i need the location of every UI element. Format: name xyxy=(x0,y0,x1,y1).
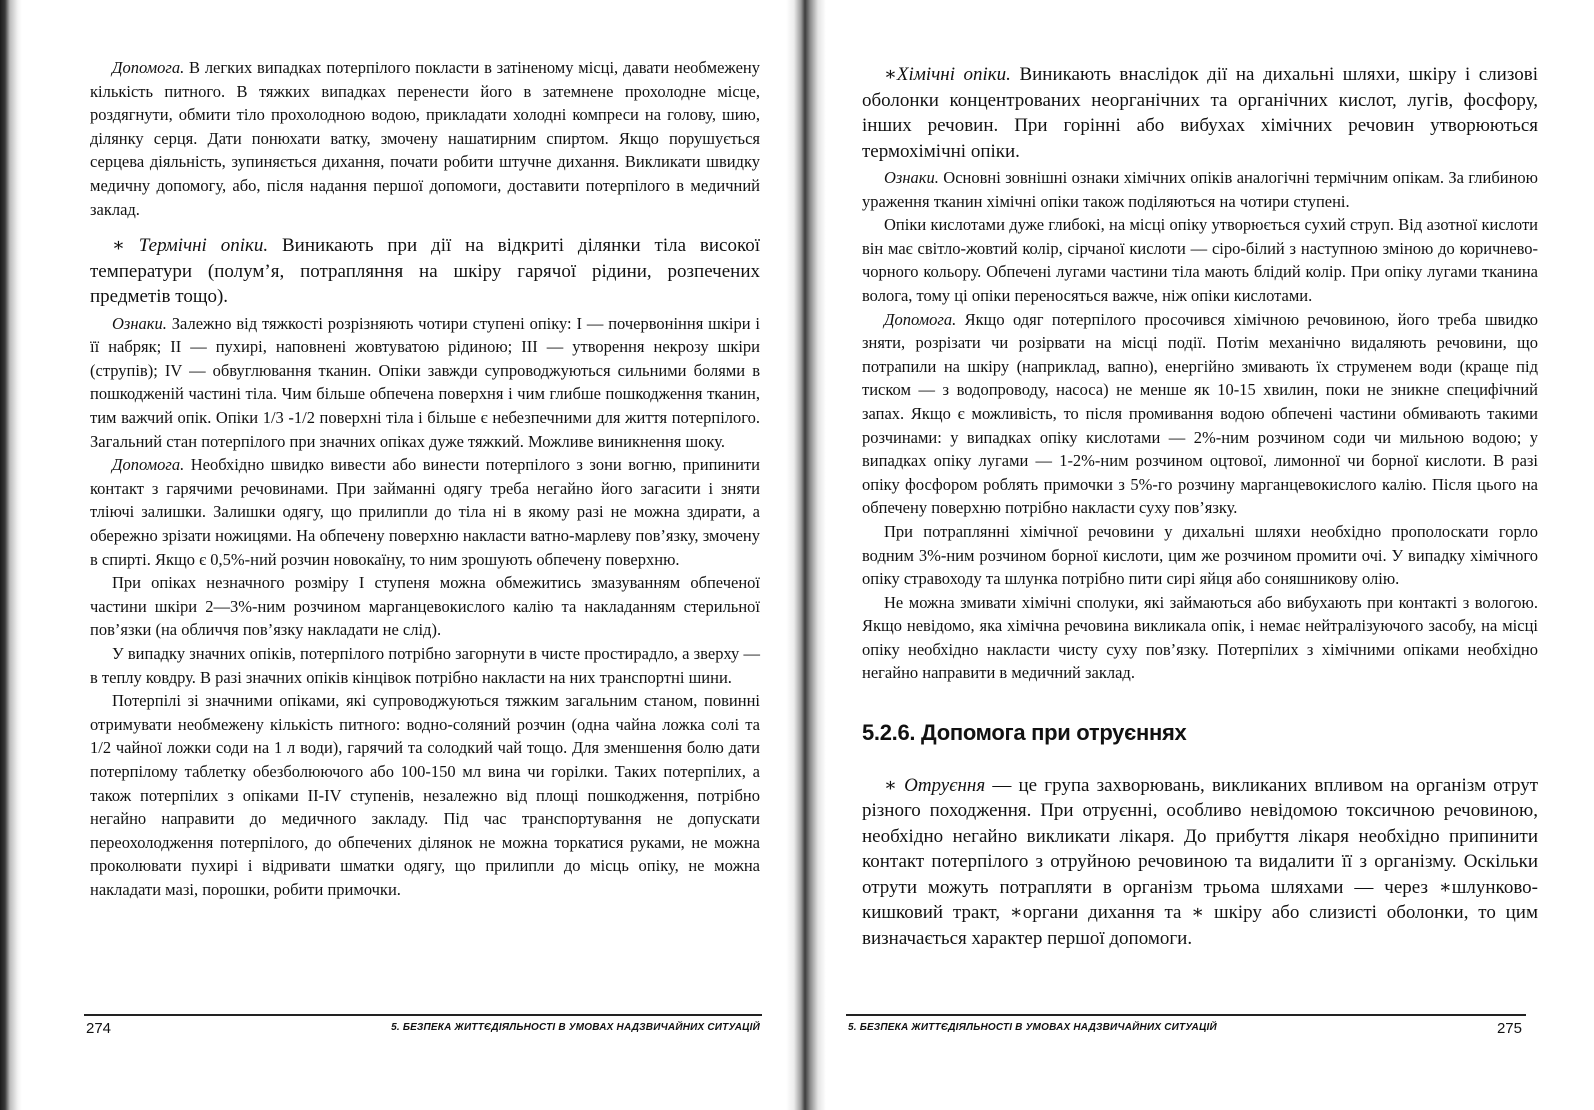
book-edge-shadow xyxy=(0,0,22,1110)
left-page xyxy=(90,56,760,902)
acid-burns-paragraph: Опіки кислотами дуже глибокі, на місці опіку утворюється сухий струп. Від азотної кислоти він має світло-жовтий колір, сірчаної кислоти — сіро-білий з наступною зміною до коричнево-чорного кольору. Обпечені лугами частини тіла мають блідий колір. При опіку лугами тканина волога, тому ці опіки переносяться важче, ніж опіки кислотами. xyxy=(862,215,1538,305)
chemical-burns-term: Хімічні опіки. xyxy=(896,64,1011,85)
left-page-footer xyxy=(84,1014,762,1046)
page-number: 274 xyxy=(86,1020,112,1037)
thermal-burns-paragraph xyxy=(90,233,760,310)
signs-label: Ознаки. xyxy=(884,168,939,187)
signs-label: Ознаки. xyxy=(112,313,167,333)
page-number: 275 xyxy=(1496,1020,1522,1037)
thermal-signs-paragraph xyxy=(90,312,760,454)
book-gutter-shadow xyxy=(786,0,826,1110)
help-text: В легких випадках потерпілого покласти в затіненому місці, давати необмежену кількість питного. В тяжких випадках перенести його в затемнене прохолодне місце, роздягнути, обмити тіло прохолодною водою, прикладати холодні компреси на голову, шию, ділянку серця. Дати понюхати ватку, змочену нашатирним спиртом. Якщо порушується серцева діяльність, зупиняється дихання, почати робити штучне дихання. Викликати швидку медичну допомогу, або, після надання першої допомоги, доставити потерпілого в медичний заклад. xyxy=(90,58,760,219)
help-text: Необхідно швидко вивести або винести потерпілого з зони вогню, припинити контакт з гарячими речовинами. При займанні одягу треба негайно його загасити і зняти тліючі залишки. Залишки одягу, що прилипли до тіла ні в якому разі не можна здирати, а обережно зрізати ножицями. На обпечену поверхню накласти ватно-марлеву пов’язку, змочену в спирті. Якщо є 0,5%-ний розчин новокаїну, то ним зрошують обпечену поверхню. xyxy=(90,455,760,569)
right-page xyxy=(862,56,1538,953)
help-label: Допомога. xyxy=(112,455,185,475)
thermal-help-paragraph xyxy=(90,453,760,571)
poisoning-term: Отруєння xyxy=(904,774,986,796)
chemical-help-paragraph xyxy=(862,308,1538,520)
help-text: Якщо одяг потерпілого просочився хімічною речовиною, його треба швидко зняти, розрізати чи розірвати на місці події. Потім механічно видаляють речовини, що потрапили на шкіру (наприклад, вапно), енергійно змивають їх струменем води (краще під тиском — з водопроводу, насоса) не менше як 10-15 хвилин, поки не зникне специфічний запах. Якщо є можливість, то після промивання водою обпечені частини обмивають такими розчинами: у випадках опіку кислотами — 2%-ним розчином соди чи мильною водою; у випадках опіку лугами — 1-2%-ним розчином оцтової, лимонної чи борної кислоти. В разі опіку фосфором роблять примочки з 5%-го розчину марганцевокислого калію. Після цього на обпечену поверхню потрібно накласти суху пов’язку. xyxy=(862,309,1538,518)
section-heading: 5.2.6. Допомога при отруєннях xyxy=(862,720,1187,746)
airways-paragraph: При потраплянні хімічної речовини у дихальні шляхи необхідно прополоскати горло водним 3%-ним розчином борної кислоти, цим же розчином промити очі. У випадку хімічного опіку стравоходу та шлунка потрібно пити сирі яйця або соняшникову олію. xyxy=(862,521,1538,589)
severe-burns-paragraph: Потерпілі зі значними опіками, які супроводжуються тяжким загальним станом, повинні отримувати необмежену кількість питного: водно-соляний розчин (одна чайна ложка солі та 1/2 чайної ложки соди на 1 л води), гарячий та солодкий чай тощо. Для зменшення болю дати потерпілому таблетку обезболюючого або 100-150 мл вина чи горілки. Таких потерпілих, а також потерпілих з опіками II-IV ступенів, незалежно від площі пошкодження, потрібно негайно направити до медичного закладу. Під час транспортування не допускати переохолодження потерпілого, до обпечених ділянок не можна торкатися руками, не можна проколювати пухирі і відривати шматки одягу, що прилипли до місць опіку, не можна накладати мазі, порошки, робити примочки. xyxy=(90,691,760,899)
right-page-footer xyxy=(846,1014,1526,1046)
signs-text: Залежно від тяжкості розрізняють чотири ступені опіку: I — почервоніння шкіри і її набряк; II — пухирі, наповнені жовтуватою рідиною; III — утворення некрозу шкіри (струпів); IV — обвуглювання тканин. Опіки завжди супроводжуються сильними болями в пошкодженій частині тіла. Чим більше обпечена поверхня і чим глибше пошкодження тканин, тим важчий опік. Опіки 1/3 -1/2 поверхні тіла і більше є небезпечними для життя потерпілого. Загальний стан потерпілого при значних опіках дуже тяжкий. Можливе виникнення шоку. xyxy=(90,313,760,451)
signs-text: Основні зовнішні ознаки хімічних опіків аналогічні термічним опікам. За глибиною ураження тканин хімічні опіки також поділяються на чотири ступені. xyxy=(862,168,1538,211)
chemical-burns-paragraph xyxy=(862,62,1538,164)
chemical-signs-paragraph xyxy=(862,166,1538,213)
running-head: 5. БЕЗПЕКА ЖИТТЄДІЯЛЬНОСТІ В УМОВАХ НАДЗВИЧАЙНИХ СИТУАЦІЙ xyxy=(848,1022,1217,1033)
thermal-burns-term: Термічні опіки. xyxy=(138,235,269,257)
thermal-burns-text: Виникають при дії на відкриті ділянки тіла високої температури (полум’я, потрапляння на шкіру гарячої рідини, розпечених предметів тощо). xyxy=(90,235,761,308)
minor-burns-paragraph: При опіках незначного розміру I ступеня можна обмежитись змазуванням обпеченої частини шкіри 2—3%-ним розчином марганцевокислого калію та накладанням стерильної пов’язки (на обличчя пов’язку накладати не слід). xyxy=(90,573,760,640)
help-label: Допомога. xyxy=(112,58,185,77)
poisoning-paragraph xyxy=(862,773,1538,952)
running-head: 5. БЕЗПЕКА ЖИТТЄДІЯЛЬНОСТІ В УМОВАХ НАДЗВИЧАЙНИХ СИТУАЦІЙ xyxy=(391,1022,760,1033)
chemical-burns-text: Виникають внаслідок дії на дихальні шляхи, шкіру і слизові оболонки концентрованих неорганічних та органічних кислот, лугів, фосфору, інших речовин. При горінні або вибухах хімічних речовин утворюються термохімічні опіки. xyxy=(862,64,1538,162)
poisoning-text: — це група захворювань, викликаних впливом на організм отрут різного походження. При отруєнні, особливо невідомою токсичною речовиною, необхідно негайно викликати лікаря. До прибуття лікаря необхідно припинити контакт потерпілого з отруйною речовиною та видалити її з організму. Оскільки отрути можуть потрапляти в організм трьома шляхами — через ∗шлунково-кишковий тракт, ∗органи дихання та ∗ шкіру або слизисті оболонки, то цим визначається характер першої допомоги. xyxy=(862,774,1539,949)
bullet-marker: ∗ xyxy=(112,235,125,257)
no-wash-paragraph: Не можна змивати хімічні сполуки, які займаються або вибухають при контакті з вологою. Якщо невідомо, яка хімічна речовина викликала опік, і немає нейтралізуючого засобу, на місці опіку необхідно накласти чисту суху пов’язку. Потерпілих з хімічними опіками необхідно негайно направити в медичний заклад. xyxy=(862,592,1538,683)
major-burns-paragraph: У випадку значних опіків, потерпілого потрібно загорнути в чисте простирадло, а зверху — в теплу ковдру. В разі значних опіків кінцівок потрібно накласти на них транспортні шини. xyxy=(90,643,760,687)
help-heat-paragraph xyxy=(90,56,760,221)
bullet-marker: ∗ xyxy=(884,774,897,796)
bullet-marker: ∗ xyxy=(884,64,897,85)
help-label: Допомога. xyxy=(884,309,957,329)
